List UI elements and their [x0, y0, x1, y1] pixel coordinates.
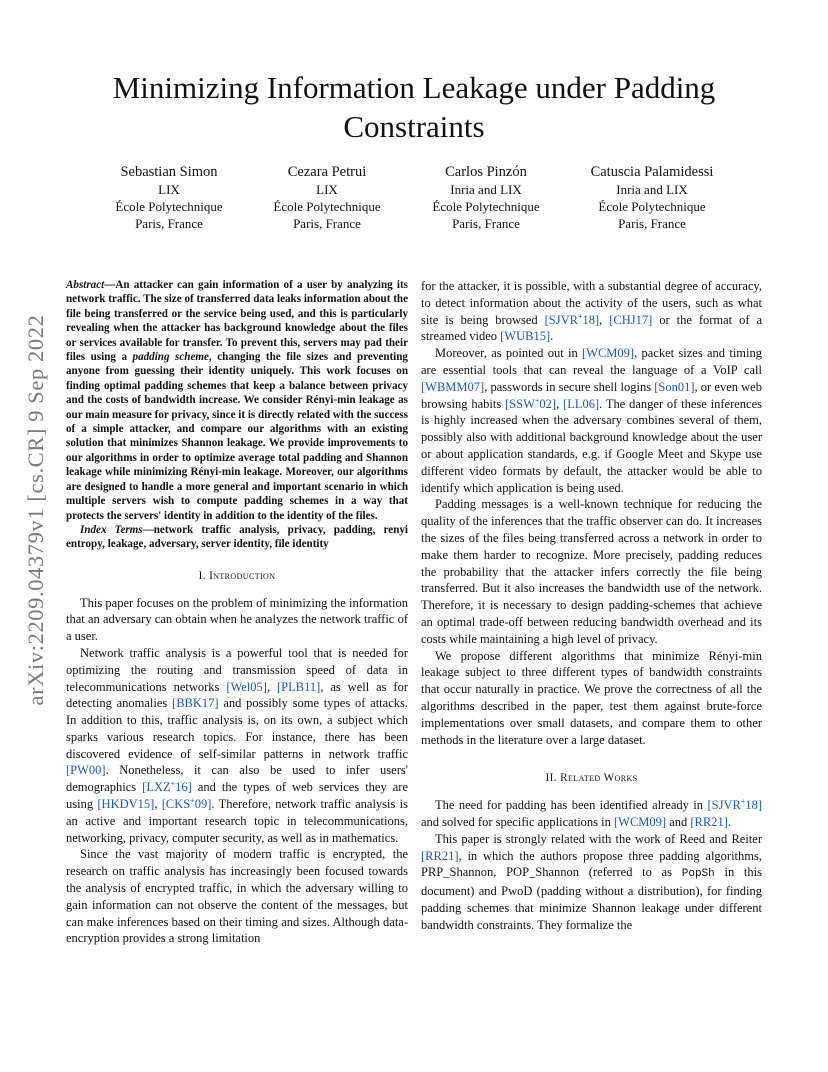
author-affiliation: LIX [316, 182, 338, 197]
citation-sup: + [577, 311, 583, 321]
citation-link[interactable]: [PLB11] [277, 679, 321, 694]
paragraph [421, 797, 762, 831]
author-institution: École Polytechnique [598, 199, 706, 214]
citation-link[interactable]: [HKDV15] [97, 797, 155, 812]
citation-link[interactable]: [WUB15] [500, 329, 551, 344]
citation-link[interactable]: [WCM09] [582, 346, 635, 361]
paragraph [66, 645, 408, 847]
citation-text: [CKS [161, 797, 191, 812]
paragraph [421, 278, 762, 345]
citation-link[interactable]: [WCM09] [614, 814, 667, 829]
author-name: Cezara Petrui [287, 164, 367, 180]
abstract-text: —An attacker can gain information of a user by analyzing its network traffic. The size of transferred data leaks information about the file being transferred or the service being used, and this is particularly revealing when the attacker has background knowledge about the files or services available for transfer. To prevent this, servers may pad their files using a [66, 279, 408, 364]
author-institution: École Polytechnique [115, 199, 223, 214]
section-heading-related-works: II. Related Works [545, 772, 638, 785]
text: , packet sizes and timing are essential tools that can reveal the language of a VoIP call [421, 346, 762, 377]
citation-link[interactable] [162, 797, 212, 811]
citation-link[interactable]: [Wel05] [226, 679, 267, 694]
abstract-text: , changing the file sizes and preventing anyone from guessing their identity uniquely. This work focuses on finding optimal padding schemes that keep a balance between privacy and the costs of bandwidth increase. We consider Rényi-min leakage as our main measure for privacy, since it is directly related with the success of a simple attacker, and compare our algorithms with an existing solution that minimizes Shannon leakage. We provide improvements to our algorithms in order to optimize average total padding and Shannon leakage while minimizing Rényi-min leakage. Moreover, our algorithms are designed to handle a more general and important scenario in which multiple servers wish to compute padding schemes in a way that protects the servers' identity in addition to the identity of the files. [66, 351, 408, 522]
index-terms-lead: Index Terms [80, 523, 143, 536]
citation-text: [SJVR [707, 798, 741, 813]
citation-link[interactable]: [CHJ17] [609, 312, 653, 327]
text: . The danger of these inferences is highly increased when the adversary combines several of them, possibly also with additional background knowledge about the user or about application standards, e.g. if Google Meet and Skype use different video formats by default, the attacker would be able to identify which application is being used. [421, 396, 763, 495]
citation-sup: + [170, 779, 176, 789]
section-heading-introduction: I. Introduction [198, 569, 276, 582]
author-affiliation: LIX [158, 182, 180, 197]
citation-link[interactable]: [BBK17] [172, 696, 219, 711]
paragraph [421, 831, 762, 934]
text: , [154, 797, 162, 812]
paragraph: Since the vast majority of modern traffic is encrypted, the research on traffic analysis has increasingly been focused towards the analysis of encrypted traffic, in which the adversary willing to gain information can not observe the content of the messages, but can make inferences based on their timing and sizes. Although data-encryption provides a strong limitation [66, 847, 408, 946]
citation-link[interactable]: [WBMM07] [421, 379, 485, 394]
text: The need for padding has been identified already in [435, 798, 708, 813]
text: and solved for specific applications in [421, 814, 614, 829]
text: . [550, 329, 554, 344]
citation-link[interactable]: [RR21] [421, 848, 459, 863]
text: and the types of web services they are using [66, 780, 409, 812]
author-location: Paris, France [135, 216, 203, 231]
paragraph: We propose different algorithms that minimize Rényi-min leakage subject to three different types of bandwidth constraints that occur naturally in practice. We prove the correctness of all the algorithms described in the paper, test them against brute-force implementations over small datasets, and compare them to other methods in the literature over a large dataset. [421, 648, 762, 747]
index-terms-text: —network traffic analysis, privacy, padding, renyi entropy, leakage, adversary, server identity, file identity [66, 523, 408, 551]
code-name: PopSh [681, 868, 715, 881]
citation-text: [SJVR [544, 312, 578, 327]
text: This paper is strongly related with the work of Reed and Reiter [435, 831, 762, 846]
text: , [266, 679, 278, 694]
author-institution: École Polytechnique [273, 199, 381, 214]
right-column [421, 278, 762, 933]
text: . Nonetheless, it can also be used to infer users' demographics [66, 763, 408, 795]
abstract [66, 278, 408, 523]
author-location: Paris, France [293, 216, 361, 231]
text: Moreover, as pointed out in [435, 346, 582, 361]
text: or the format of a streamed video [421, 312, 763, 344]
citation-sup: + [534, 395, 540, 405]
author-institution: École Polytechnique [432, 199, 540, 214]
paragraph: Padding messages is a well-known technique for reducing the quality of the inferences that the traffic observer can do. It increases the sizes of the files being transferred across a network in order to make them harder to recognize. More precisely, padding reduces the probability that the attacker infers correctly the file being transferred. But it also increases the bandwidth use of the network. Therefore, it is necessary to design padding-schemes that achieve an optimal trade-off between reducing bandwidth overhead and its costs while maintaining a high level of privacy. [421, 497, 762, 646]
text: , [599, 312, 610, 327]
citation-link[interactable] [142, 780, 192, 794]
text: , or even web browsing habits [421, 379, 762, 411]
citation-text: 18] [745, 798, 762, 813]
citation-text: 09] [194, 797, 212, 812]
citation-link[interactable] [505, 397, 556, 411]
citation-link[interactable]: [Son01] [654, 379, 695, 394]
text: , as well as for detecting anomalies [66, 679, 409, 711]
text: . Therefore, network traffic analysis is an active and important research topic in telecommunications, networking, privacy, computer security, as well as in mathematics. [66, 797, 408, 845]
abstract-lead: Abstract [66, 279, 105, 291]
author-affiliation: Inria and LIX [450, 182, 522, 197]
text: Network traffic analysis is a powerful tool that is needed for optimizing the routing and transmission speed of data in telecommunications networks [66, 645, 408, 694]
author-name: Catuscia Palamidessi [590, 164, 714, 180]
citation-sup: + [740, 796, 746, 806]
citation-link[interactable]: [RR21] [690, 814, 728, 829]
text: , in which the authors propose three padding algorithms, PRP_Shannon, POP_Shannon (referred to as [421, 848, 762, 880]
text: for the attacker, it is possible, with a substantial degree of accuracy, to detect information about the activity of the users, such as what site is being browsed [421, 279, 762, 327]
citation-sup: + [190, 795, 195, 805]
citation-link[interactable]: [LL06] [563, 396, 600, 411]
author-4 [552, 163, 752, 232]
citation-text: [LXZ [142, 780, 171, 795]
paragraph: This paper focuses on the problem of minimizing the information that an adversary can obtain when he analyzes the network traffic of a user. [66, 595, 408, 644]
text: and [666, 814, 691, 829]
text: , [556, 396, 564, 411]
author-name: Sebastian Simon [120, 164, 218, 180]
citation-link[interactable]: [PW00] [66, 763, 106, 778]
abstract-emphasis: padding scheme [132, 351, 209, 364]
index-terms [66, 523, 408, 552]
citation-text: 02] [539, 396, 557, 411]
author-location: Paris, France [618, 216, 686, 231]
text: , passwords in secure shell logins [484, 379, 655, 394]
paper-title: Minimizing Information Leakage under Padding Constraints [112, 70, 716, 144]
text: . [727, 814, 732, 829]
citation-text: [SSW [505, 396, 535, 411]
left-column [66, 278, 408, 947]
text: in this document) and PwoD (padding without a distribution), for finding padding schemes that minimize Shannon leakage under different bandwidth constraints. They formalize the [421, 865, 762, 932]
paragraph [421, 345, 762, 496]
citation-text: 16] [175, 780, 192, 795]
arxiv-stamp [14, 290, 58, 730]
citation-link[interactable] [545, 313, 600, 327]
text: and possibly some types of attacks. In addition to this, traffic analysis is, on its own, a subject which sparks various research topics. For instance, there has been discovered evidence of self-similar patterns in network traffic [66, 696, 408, 761]
author-name: Carlos Pinzón [445, 164, 527, 180]
citation-link[interactable] [707, 798, 762, 812]
author-location: Paris, France [452, 216, 520, 231]
citation-text: 18] [582, 312, 600, 327]
arxiv-identifier: arXiv:2209.04379v1 [cs.CR] 9 Sep 2022 [23, 314, 48, 706]
author-affiliation: Inria and LIX [616, 182, 688, 197]
